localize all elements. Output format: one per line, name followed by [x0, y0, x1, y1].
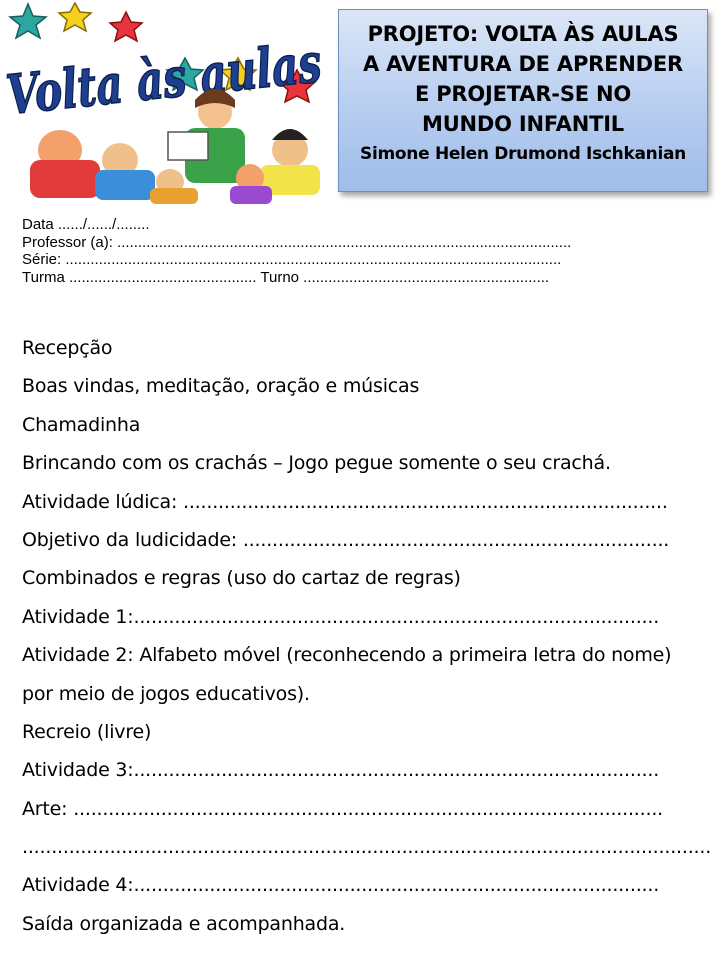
arte-item [22, 793, 702, 831]
star-icon [10, 4, 46, 38]
atividade-1-blank: .......................................................................................... [133, 605, 660, 628]
crachas-item: Brincando com os crachás – Jogo pegue somente o seu crachá. [22, 452, 611, 475]
project-title-line-1: PROJETO: VOLTA ÀS AULAS [367, 22, 679, 46]
illustration-title: Volta às aulas [3, 19, 425, 127]
atividade-4-item [22, 869, 702, 907]
chamadinha-item: Chamadinha [22, 413, 141, 436]
atividade-ludica-label: Atividade lúdica: [22, 490, 183, 513]
atividade-3-blank: .......................................................................................... [133, 759, 660, 782]
date-field: Data ....../....../........ [22, 216, 150, 233]
project-title-line-3: E PROJETAR-SE NO [414, 82, 632, 106]
project-title-box [338, 9, 708, 192]
objetivo-blank: ......................................................................... [242, 528, 670, 551]
combinados-item: Combinados e regras (uso do cartaz de regras) [22, 567, 461, 590]
turno-field: Turno ........................................................... [260, 268, 550, 286]
atividade-1-label: Atividade 1: [22, 605, 134, 628]
project-title-line-4: MUNDO INFANTIL [422, 112, 624, 136]
author-name: Simone Helen Drumond Ischkanian [360, 144, 686, 164]
atividade-4-label: Atividade 4: [22, 874, 134, 897]
atividade-ludica-item [22, 486, 702, 524]
atividade-4-blank: .......................................................................................... [133, 874, 660, 897]
project-title-line-2: A AVENTURA DE APRENDER [362, 52, 684, 76]
turma-field: Turma ............................................. [22, 268, 261, 286]
boas-vindas-item: Boas vindas, meditação, oração e músicas [22, 375, 420, 398]
form-fields [22, 216, 682, 286]
atividade-3-item [22, 754, 702, 792]
recreio-item: Recreio (livre) [22, 720, 152, 743]
atividade-ludica-blank: ................................................................................... [183, 490, 668, 513]
arte-continuation-blank: ...................................................................................................................... [22, 836, 712, 859]
arte-blank: ..................................................................................................... [73, 797, 663, 820]
star-icon [110, 12, 142, 41]
objetivo-label: Objetivo da ludicidade: [22, 528, 243, 551]
saida-item: Saída organizada e acompanhada. [22, 912, 346, 935]
recepcao-item: Recepção [22, 337, 113, 359]
header-illustration [0, 0, 425, 205]
atividade-2-line-2: por meio de jogos educativos). [22, 682, 310, 705]
star-icon [59, 3, 91, 31]
atividade-1-item [22, 601, 702, 639]
objetivo-item [22, 524, 702, 562]
atividade-3-label: Atividade 3: [22, 759, 134, 782]
activity-list [22, 332, 712, 946]
atividade-2-line-1: Atividade 2: Alfabeto móvel (reconhecendo a primeira letra do nome) [22, 644, 672, 667]
turma-turno-field [22, 269, 682, 287]
serie-field: Série: ....................................................................................................................... [22, 251, 562, 268]
arte-label: Arte: [22, 797, 74, 820]
professor-field: Professor (a): ............................................................................................................. [22, 233, 572, 251]
